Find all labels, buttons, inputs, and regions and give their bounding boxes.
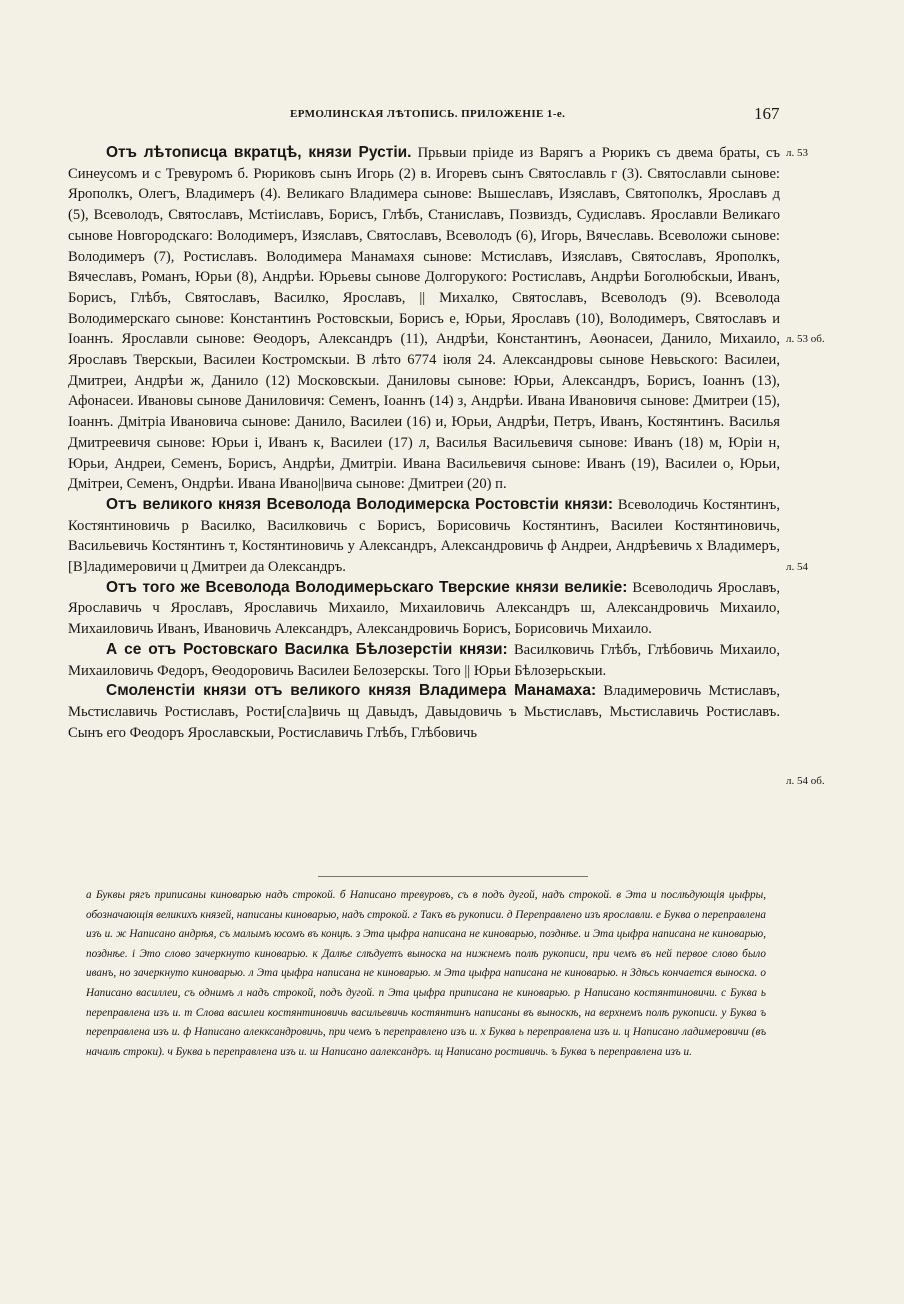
margin-note-folio: л. 54: [786, 561, 808, 573]
running-head: ЕРМОЛИНСКАЯ ЛѢТОПИСЬ. ПРИЛОЖЕНІЕ 1-е.: [290, 108, 566, 120]
margin-note-folio: л. 53: [786, 147, 808, 159]
page-number: 167: [754, 104, 780, 123]
paragraph-heading: Отъ великого князя Всеволода Володимерска Ростовстіи князи:: [106, 495, 613, 513]
footnote-divider: [318, 876, 588, 877]
margin-note-folio: л. 54 об.: [786, 775, 825, 787]
paragraph: [68, 578, 780, 640]
paragraph-heading: Смоленстіи князи отъ великого князя Владимера Манамаха:: [106, 682, 597, 700]
paragraph-heading: А се отъ Ростовскаго Василка Бѣлозерстіи князи:: [106, 640, 508, 658]
paragraph-text: Владимеровичь Мстиславъ, Мьстиславичь Ростиславъ, Рости[сла]вичь щ Давыдъ, Давыдовичь ъ Мьстиславъ, Мьстиславичь Ростиславъ. Сынъ его Феодоръ Ярославскыи, Ростиславичь Глѣбъ, Глѣбовичь: [68, 683, 780, 741]
paragraph-text: Всеволодичь Костянтинъ, Костянтиновичь р Василко, Василковичь с Борисъ, Борисовичь Костянтинъ, Василеи Костянтиновичь, Васильевичь Костянтинъ т, Костянтиновичь у Александръ, Александровичь ф Андреи, Андрѣевичь х Владимеръ, [В]ладимеровичи ц Дмитреи да Олександръ.: [68, 496, 780, 576]
paragraph-text: Василковичь Глѣбъ, Глѣбовичь Михаило, Михаиловичь Федоръ, Ѳеодоровичь Василеи Белозерскы. Того || Юрьи Бѣлозерьскыи.: [68, 641, 780, 679]
paragraph-heading: Отъ того же Всеволода Володимерьскаго Тверские князи великіе:: [106, 578, 628, 596]
main-text: [68, 143, 780, 743]
paragraph-heading: Отъ лѣтописца вкратцѣ, князи Рустіи.: [106, 144, 412, 161]
paragraph: [68, 495, 780, 578]
paragraph: [68, 640, 780, 681]
paragraph: [68, 143, 780, 495]
paragraph-text: Прьвыи пріиде из Варягъ а Рюрикъ съ двема браты, съ Синеусомъ и с Тревуромъ б. Рюриковъ сынъ Игорь (2) в. Игоревъ сынъ Святославль г (3). Святославли сынове: Ярополкъ, Олегъ, Владимеръ (4). Великаго Владимера сынове: Вышеславъ, Изяславъ, Святополкъ, Ярославъ д (5), Всеволодъ, Святославъ, Мстіиславъ, Борисъ, Глѣбъ, Станиславъ, Позвиздъ, Судиславъ. Ярославли Великаго сынове Новгородскаго: Володимеръ, Изяславъ, Святославъ, Всеволодъ (6), Игорь, Вячеславь. Всеволожи сынове: Володимеръ (7), Ростиславъ. Володимера Манамахя сынове: Мстиславъ, Изяславъ, Святославъ, Ярополкъ, Вячеславъ, Романъ, Юрьи (8), Андрѣи. Юрьевы сынове Долгорукого: Ростиславъ, Андрѣи Боголюбскыи, Иванъ, Борисъ, Глѣбъ, Святославъ, Василко, Ярославъ, || Михалко, Святославъ, Всеволодъ (9). Всеволода Володимерскаго сынове: Константинъ Ростовскыи, Борисъ е, Юрьи, Ярославъ (10), Володимеръ, Святославъ и Іоаннъ. Ярославли сынове: Ѳеодоръ, Александръ (11), Андрѣи, Константинъ, Аѳонасеи, Данило, Михаило, Ярославъ Тверскыи, Василеи Костромскыи. В лѣто 6774 іюля 24. Александровы сынове Невьского: Василеи, Дмитреи, Андрѣи ж, Данило (12) Московскыи. Даниловы сынове: Юрьи, Александръ, Борисъ, Іоаннъ (13), Афонасеи. Ивановы сынове Даниловичя: Семенъ, Іоаннъ (14) з, Андрѣи. Ивана Ивановичя сынове: Дмитреи (15), Іоаннъ. Дмітріа Ивановича сынове: Данило, Василеи (16) и, Юрьи, Андрѣи, Петръ, Иванъ, Костянтинъ. Василья Дмитреевичя сынове: Юрьи і, Иванъ к, Василеи (17) л, Василья Васильевичя сынове: Иванъ (18) м, Юріи н, Юрьи, Андреи, Семенъ, Борисъ, Андрѣи, Дмитріи. Ивана Васильевичя сынове: Иванъ (19), Василеи о, Юрьи, Дмітреи, Семенъ, Ондрѣи. Ивана Ивано||вича сынове: Дмитреи (20) п.: [68, 145, 780, 493]
paragraph: [68, 681, 780, 743]
paragraph-text: Всеволодичь Ярославъ, Ярославичь ч Ярославъ, Ярославичь Михаило, Михаиловичь Александръ ш, Александровичь Михаило, Михаиловичь Иванъ, Ивановичь Александръ, Александровичь Борисъ, Борисовичь Михаило.: [68, 579, 780, 638]
margin-note-folio: л. 53 об.: [786, 333, 825, 345]
footnotes: а Буквы рягъ приписаны киноварью надъ строкой. б Написано тревуровъ, съ в подъ дугой, надъ строкой. в Эта и послѣдующія цыфры, обозначающія великихъ князей, написаны киноварью, надъ строкой. г Такъ въ рукописи. д Переправлено изъ ярославли. е Буква о переправлена изъ и. ж Написано андрѣя, съ малымъ юсомъ въ концѣ. з Эта цыфра написана не киноварью, позднѣе. и Эта цыфра написана не киноварью, позднѣе. і Это слово зачеркнуто киноварью. к Далѣе слѣдуетъ выноска на нижнемъ полѣ рукописи, при чемъ въ ней первое слово было иванъ, но зачеркнуто киноварью. л Эта цыфра написана не киноварью. м Эта цыфра написана не киноварью. н Здѣсь кончается выноска. о Написано василлеи, съ однимъ л надъ строкой, подъ дугой. п Эта цыфра приписана не киноварью. р Написано костянтиновичи. с Буква ь переправлена изъ и. т Слова василеи костянтиновичь васильевичь костянтинъ написаны въ выноскѣ, на верхнемъ полѣ рукописи. у Буква ъ переправлена изъ и. ф Написано алекксандровичь, при чемъ ъ переправлено изъ и. х Буква ь переправлена изъ и. ц Написано ладимеровичи (въ началѣ строки). ч Буква ь переправлена изъ и. ш Написано аалександръ. щ Написано ростивичь. ъ Буква ъ переправлена изъ и.: [86, 889, 766, 1058]
